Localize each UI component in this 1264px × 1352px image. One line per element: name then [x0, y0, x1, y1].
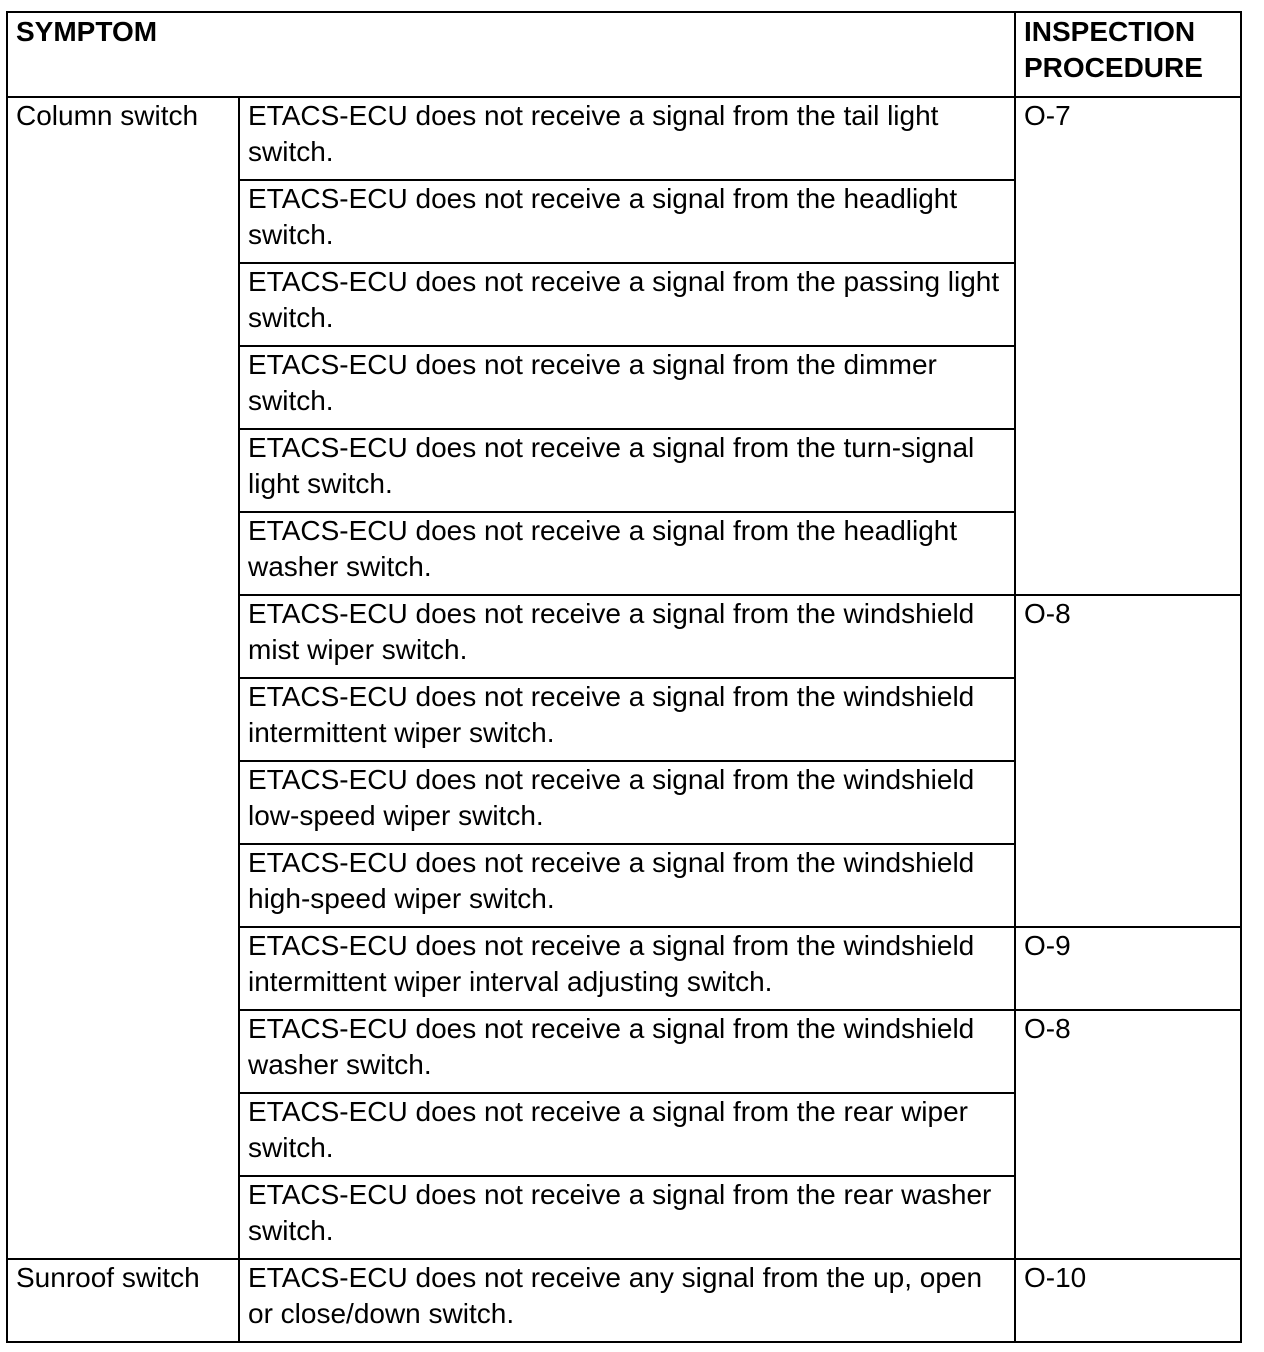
symptom-description: ETACS-ECU does not receive a signal from the rear wiper switch.	[239, 1093, 1015, 1176]
procedure-o7: O-7	[1015, 97, 1241, 595]
symptom-description: ETACS-ECU does not receive a signal from the headlight switch.	[239, 180, 1015, 263]
symptom-description: ETACS-ECU does not receive a signal from the windshield washer switch.	[239, 1010, 1015, 1093]
header-inspection-procedure: INSPECTION PROCEDURE	[1015, 12, 1241, 97]
header-row	[7, 12, 1241, 97]
symptom-description: ETACS-ECU does not receive a signal from the windshield intermittent wiper interval adjusting switch.	[239, 927, 1015, 1010]
symptom-description: ETACS-ECU does not receive a signal from the rear washer switch.	[239, 1176, 1015, 1259]
procedure-o8: O-8	[1015, 1010, 1241, 1259]
procedure-o10: O-10	[1015, 1259, 1241, 1342]
symptom-description: ETACS-ECU does not receive a signal from the headlight washer switch.	[239, 512, 1015, 595]
symptom-description: ETACS-ECU does not receive a signal from the turn-signal light switch.	[239, 429, 1015, 512]
symptom-description: ETACS-ECU does not receive a signal from the windshield low-speed wiper switch.	[239, 761, 1015, 844]
symptom-description: ETACS-ECU does not receive any signal from the up, open or close/down switch.	[239, 1259, 1015, 1342]
symptom-table	[6, 11, 1242, 1343]
symptom-description: ETACS-ECU does not receive a signal from the dimmer switch.	[239, 346, 1015, 429]
symptom-description: ETACS-ECU does not receive a signal from the windshield high-speed wiper switch.	[239, 844, 1015, 927]
procedure-o9: O-9	[1015, 927, 1241, 1010]
symptom-description: ETACS-ECU does not receive a signal from the windshield mist wiper switch.	[239, 595, 1015, 678]
header-symptom: SYMPTOM	[7, 12, 1015, 97]
symptom-description: ETACS-ECU does not receive a signal from the windshield intermittent wiper switch.	[239, 678, 1015, 761]
table-row	[7, 1259, 1241, 1342]
symptom-description: ETACS-ECU does not receive a signal from the tail light switch.	[239, 97, 1015, 180]
table-row	[7, 97, 1241, 180]
procedure-o8: O-8	[1015, 595, 1241, 927]
symptom-description: ETACS-ECU does not receive a signal from the passing light switch.	[239, 263, 1015, 346]
component-sunroof-switch: Sunroof switch	[7, 1259, 239, 1342]
component-column-switch: Column switch	[7, 97, 239, 1259]
